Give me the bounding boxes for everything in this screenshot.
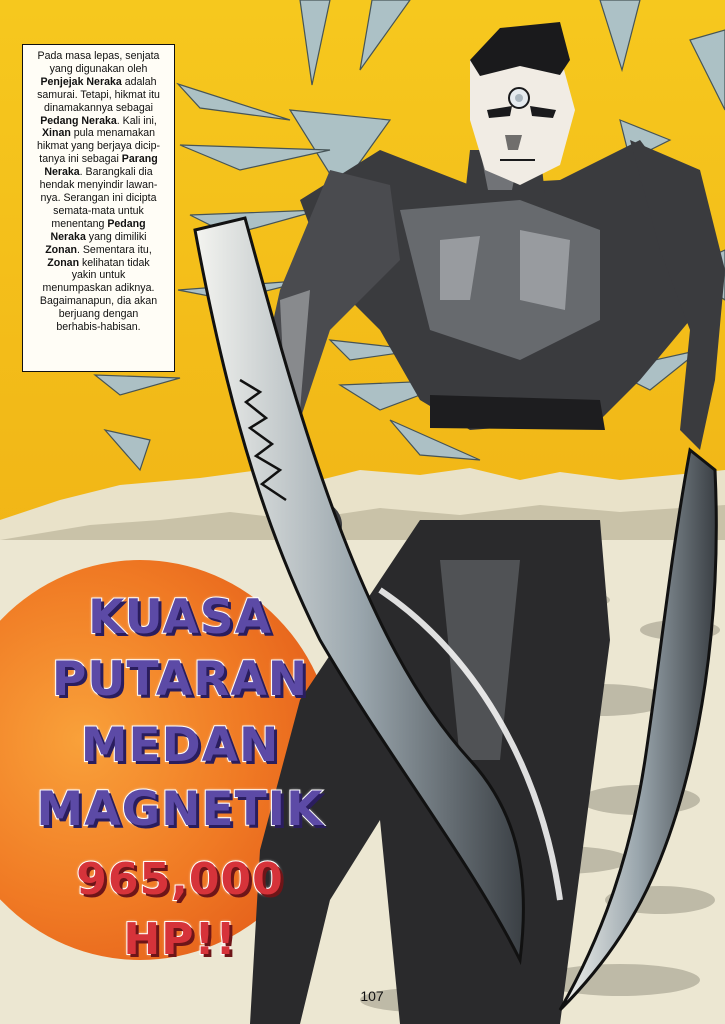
caption-line: Penjejak Neraka adalah — [40, 75, 157, 88]
attack-title — [0, 588, 360, 988]
hp-value: 965,000 — [76, 854, 284, 905]
caption-line: tanya ini sebagai Parang — [39, 153, 158, 166]
caption-line: dinamakannya sebagai — [44, 101, 153, 114]
caption-line: Pada masa lepas, senjata — [37, 50, 160, 62]
caption-line: Neraka yang dimiliki — [50, 230, 147, 243]
narration-caption — [22, 44, 175, 372]
caption-line: berjuang dengan — [58, 308, 139, 321]
caption-line: hendak menyindir lawan- — [39, 179, 158, 192]
title-line-4: MAGNETIK — [36, 782, 324, 837]
caption-line: hikmat yang berjaya dicip- — [36, 140, 161, 153]
title-line-1: KUASA — [88, 590, 272, 645]
caption-line: menumpaskan adiknya. — [42, 282, 155, 295]
title-line-3: MEDAN — [80, 718, 280, 773]
title-line-2: PUTARAN — [51, 652, 309, 707]
caption-line: yang digunakan oleh — [49, 62, 148, 75]
caption-line: yakin untuk — [71, 269, 126, 282]
caption-line: Bagaimanapun, dia akan — [39, 295, 158, 308]
caption-line: nya. Serangan ini dicipta — [40, 191, 157, 204]
caption-line: Zonan. Sementara itu, — [45, 243, 152, 256]
caption-line: berhabis-habisan. — [56, 321, 141, 334]
caption-line: Xinan pula menamakan — [41, 127, 156, 140]
caption-line: samurai. Tetapi, hikmat itu — [37, 88, 160, 101]
caption-line: semata-mata untuk — [53, 204, 144, 217]
caption-line: Zonan kelihatan tidak — [47, 256, 150, 269]
caption-line: menentang Pedang — [51, 217, 146, 230]
hp-label: HP!! — [123, 914, 237, 965]
caption-line: Neraka. Barangkali dia — [44, 166, 153, 179]
caption-line: Pedang Neraka. Kali ini, — [40, 114, 157, 127]
page-number: 107 — [360, 988, 384, 1004]
